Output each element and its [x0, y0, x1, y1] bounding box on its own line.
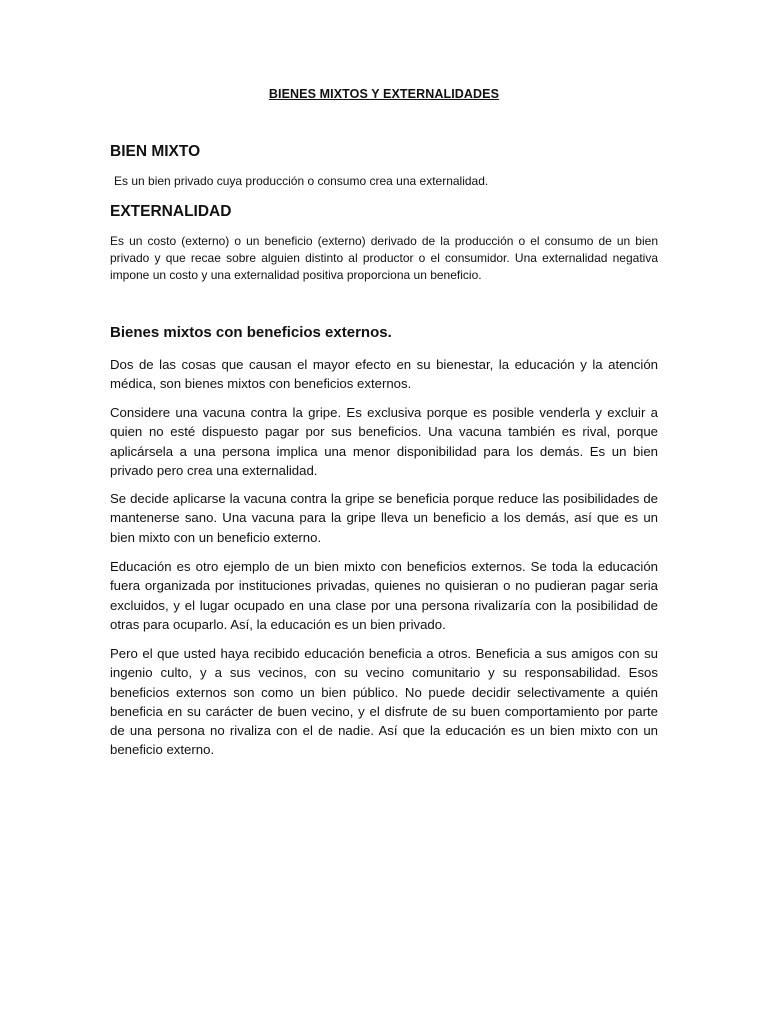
heading-externalidad: EXTERNALIDAD [110, 203, 232, 220]
heading-beneficios-externos: Bienes mixtos con beneficios externos. [110, 324, 392, 341]
paragraph-1: Dos de las cosas que causan el mayor efecto en su bienestar, la educación y la atención médica, son bienes mixtos con beneficios externos. [110, 357, 658, 392]
definition-bien-mixto: Es un bien privado cuya producción o consumo crea una externalidad. [114, 174, 489, 188]
definition-externalidad: Es un costo (externo) o un beneficio (externo) derivado de la producción o el consumo de un bien privado y que recae sobre alguien distinto al productor o el consumidor. Una externalidad negativa impone un costo y una externalidad positiva proporciona un beneficio. [110, 234, 658, 282]
heading-bien-mixto: BIEN MIXTO [110, 143, 201, 160]
paragraph-5: Pero el que usted haya recibido educación beneficia a otros. Beneficia a sus amigos con su ingenio culto, y a sus vecinos, con su vecino comunitario y su responsabilidad. Esos beneficios externos son como un bien público. No puede decidir selectivamente a quién beneficia en su carácter de buen vecino, y el disfrute de su buen comportamiento por parte de una persona no rivaliza con el de nadie. Así que la educación es un bien mixto con un beneficio externo. [110, 646, 658, 758]
paragraph-3: Se decide aplicarse la vacuna contra la gripe se beneficia porque reduce las posibilidades de mantenerse sano. Una vacuna para la gripe lleva un beneficio a los demás, así que es un bien mixto con un beneficio externo. [110, 491, 658, 545]
document-title: BIENES MIXTOS Y EXTERNALIDADES [268, 87, 500, 101]
paragraph-2: Considere una vacuna contra la gripe. Es exclusiva porque es posible venderla y excluir a quien no esté dispuesto pagar por sus beneficios. Una vacuna también es rival, porque aplicársela a una persona implica una menor disponibilidad para los demás. Es un bien privado pero crea una externalidad. [110, 405, 658, 478]
paragraph-4: Educación es otro ejemplo de un bien mixto con beneficios externos. Se toda la educación fuera organizada por instituciones privadas, quienes no quisieran o no pudieran pagar seria excluidos, y el lugar ocupado en una clase por una persona rivalizaría con la posibilidad de otras para ocuparlo. Así, la educación es un bien privado. [110, 559, 658, 632]
